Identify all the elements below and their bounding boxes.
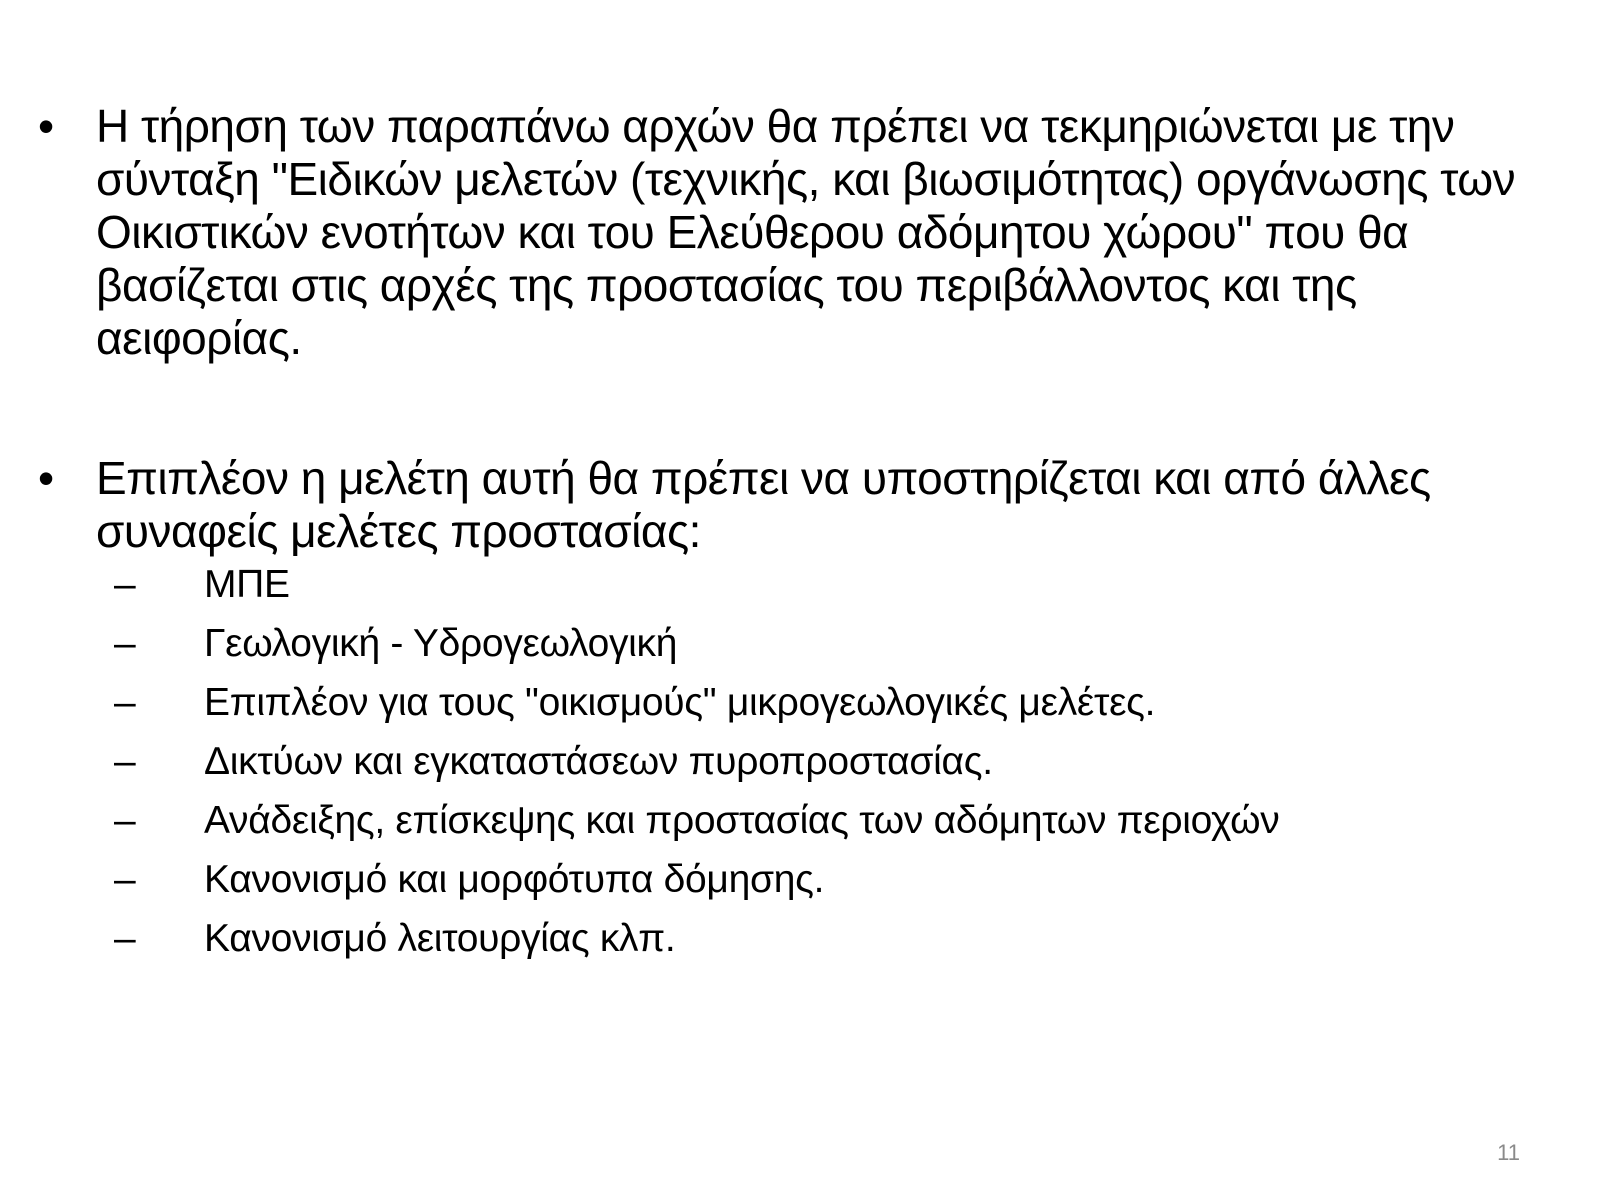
sub-bullet-item <box>114 739 1568 798</box>
bullet-marker: • <box>38 452 55 504</box>
sub-bullet-item <box>114 621 1568 680</box>
bullet-1-row <box>38 100 1568 365</box>
sub-bullet-text: Ανάδειξης, επίσκεψης και προστασίας των αδόμητων περιοχών <box>204 799 1280 842</box>
sub-bullet-text: Κανονισμό και μορφότυπα δόμησης. <box>204 858 825 901</box>
dash-marker: – <box>114 858 136 901</box>
bullet-2-row <box>38 452 1568 558</box>
sub-bullet-text: ΜΠΕ <box>204 563 290 606</box>
sub-bullet-item <box>114 916 1568 975</box>
sub-bullet-item <box>114 798 1568 857</box>
dash-marker: – <box>114 799 136 842</box>
page-number: 11 <box>1497 1140 1520 1165</box>
dash-marker: – <box>114 563 136 606</box>
bullet-1 <box>38 100 1568 365</box>
bullet-2-text: Επιπλέον η μελέτη αυτή θα πρέπει να υποστηρίζεται και από άλλες συναφείς μελέτες προστασίας: <box>96 452 1431 557</box>
sub-bullet-item <box>114 680 1568 739</box>
sub-bullet-text: Κανονισμό λειτουργίας κλπ. <box>204 917 676 960</box>
dash-marker: – <box>114 622 136 665</box>
sub-bullet-item <box>114 857 1568 916</box>
bullet-1-text: Η τήρηση των παραπάνω αρχών θα πρέπει να τεκμηριώνεται με την σύνταξη "Ειδικών μελετών (τεχνικής, και βιωσιμότητας) οργάνωσης των Οικιστικών ενοτήτων και του Ελεύθερου αδόμητου χώρου" που θα βασίζεται στις αρχές της προστασίας του περιβάλλοντος και της αειφορίας. <box>96 100 1516 364</box>
bullet-2 <box>38 452 1568 975</box>
dash-marker: – <box>114 740 136 783</box>
dash-marker: – <box>114 681 136 724</box>
sub-bullet-text: Επιπλέον για τους "οικισμούς" μικρογεωλογικές μελέτες. <box>204 681 1156 724</box>
dash-marker: – <box>114 917 136 960</box>
sub-bullet-text: Δικτύων και εγκαταστάσεων πυροπροστασίας. <box>204 740 993 783</box>
sub-bullet-list <box>114 562 1568 975</box>
sub-bullet-item <box>114 562 1568 621</box>
bullet-marker: • <box>38 100 55 152</box>
sub-bullet-text: Γεωλογική - Υδρογεωλογική <box>204 622 678 665</box>
